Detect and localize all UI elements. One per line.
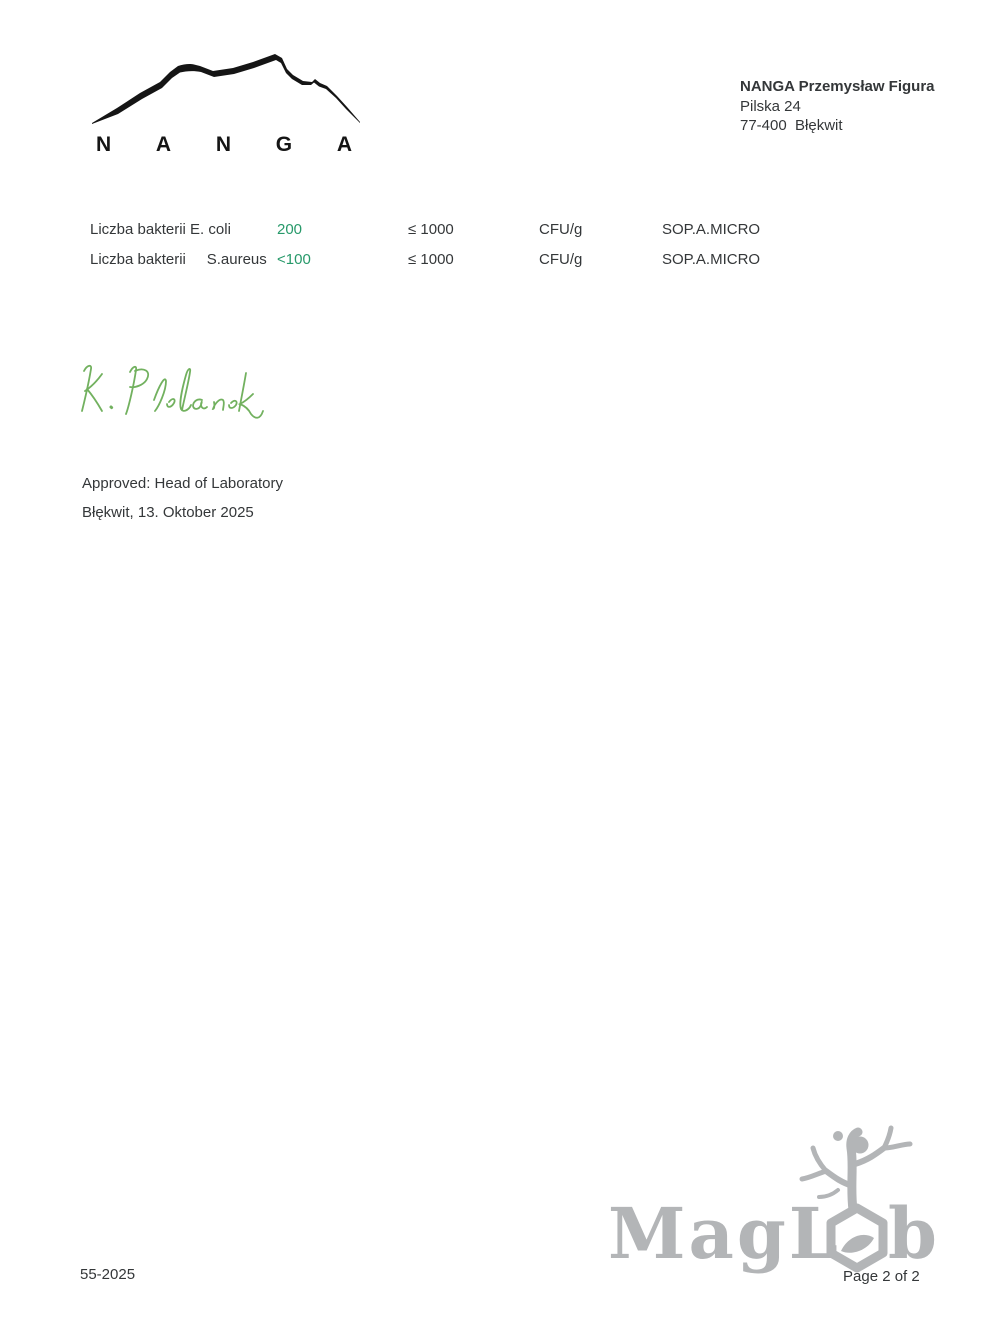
mountain-icon (92, 54, 360, 124)
nanga-logo-letters: NANGA (96, 133, 352, 155)
result-method: SOP.A.MICRO (662, 250, 761, 268)
result-method: SOP.A.MICRO (662, 220, 761, 238)
approval-block (82, 475, 283, 533)
maglab-logo (606, 1126, 942, 1291)
result-limit: ≤ 1000 (408, 220, 454, 238)
letterhead-address (740, 77, 935, 136)
maglab-wordmark-right: b (888, 1192, 937, 1275)
result-unit: CFU/g (539, 250, 583, 268)
result-value: <100 (277, 250, 311, 268)
signature (74, 358, 264, 428)
result-unit: CFU/g (539, 220, 583, 238)
result-parameter: Liczba bakterii E. coli (90, 220, 231, 238)
approved-by-line: Approved: Head of Laboratory (82, 475, 283, 492)
letterhead-city: 77-400 Błękwit (740, 117, 843, 134)
result-limit: ≤ 1000 (408, 250, 454, 268)
nanga-logo (88, 50, 364, 155)
place-date-line: Błękwit, 13. Oktober 2025 (82, 504, 254, 521)
letterhead-company: NANGA Przemysław Figura (740, 78, 935, 95)
table-row (90, 244, 920, 274)
maglab-wordmark-left: MagL (608, 1192, 842, 1275)
result-value: 200 (277, 220, 303, 238)
signature-icon (74, 358, 264, 428)
result-parameter: Liczba bakterii S.aureus (90, 250, 267, 268)
page-indicator: Page 2 of 2 (843, 1268, 920, 1285)
letterhead-street: Pilska 24 (740, 97, 801, 115)
results-table (90, 214, 920, 274)
report-number: 55-2025 (80, 1266, 136, 1283)
table-row (90, 214, 920, 244)
